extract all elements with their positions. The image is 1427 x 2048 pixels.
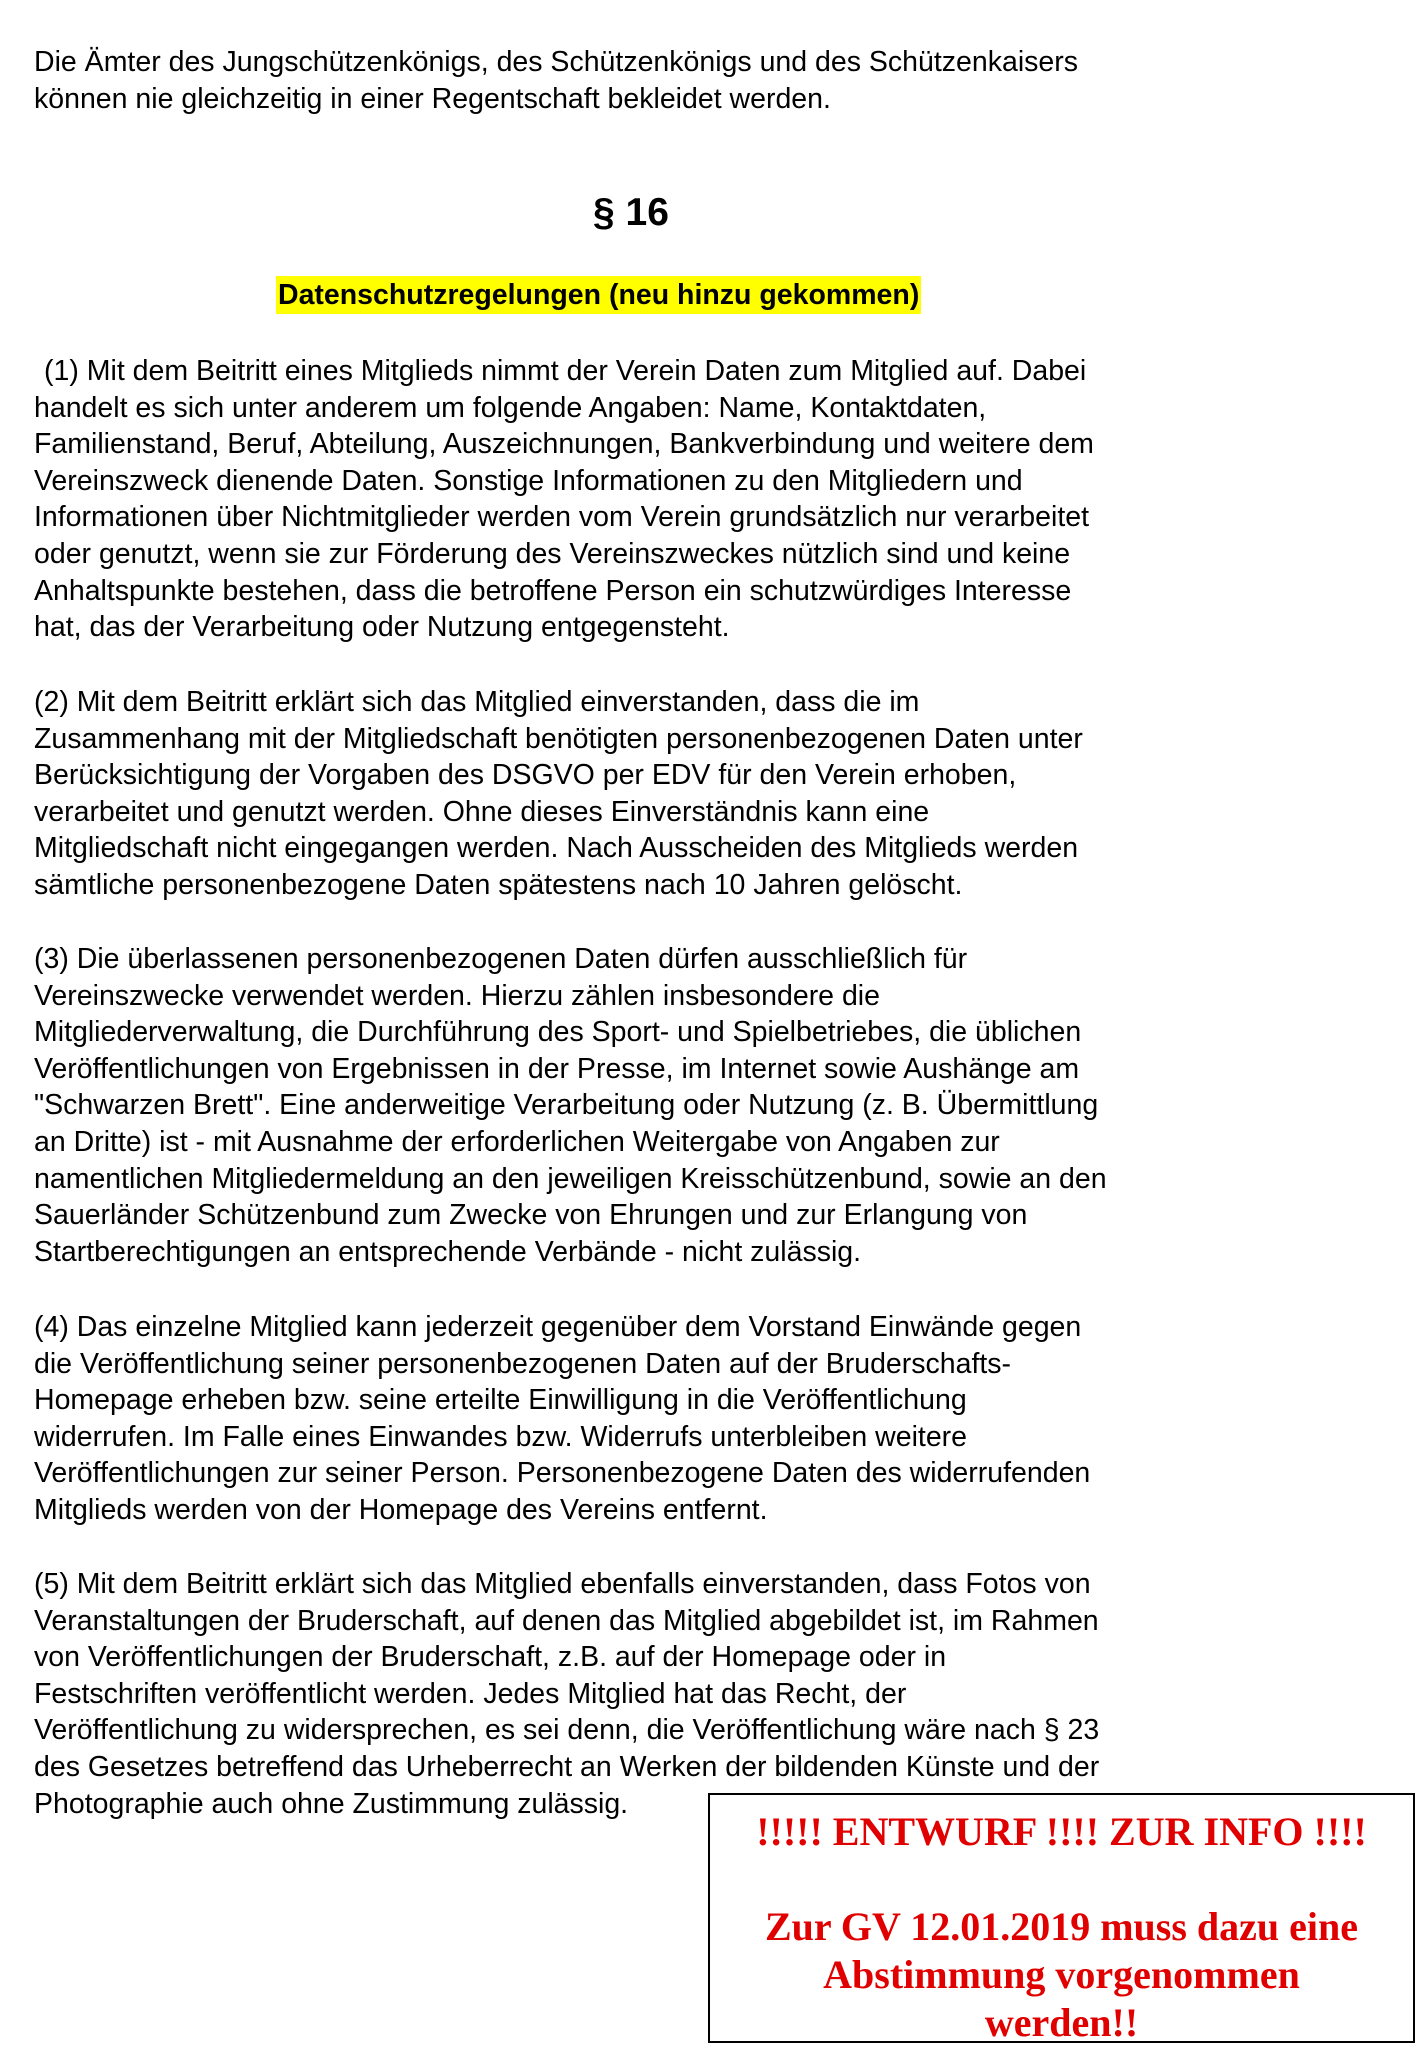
text-line: namentlichen Mitgliedermeldung an den jeweiligen Kreisschützenbund, sowie an den (34, 1162, 1107, 1195)
text-line: Festschriften veröffentlicht werden. Jedes Mitglied hat das Recht, der (34, 1677, 907, 1710)
text-line: Sauerländer Schützenbund zum Zwecke von Ehrungen und zur Erlangung von (34, 1199, 1028, 1232)
text-line: von Veröffentlichungen der Bruderschaft, z.B. auf der Homepage oder in (34, 1641, 947, 1674)
draft-notice-box (708, 1793, 1415, 2043)
text-line: die Veröffentlichung seiner personenbezogenen Daten auf der Bruderschafts- (34, 1347, 1012, 1380)
draft-notice-message (710, 1903, 1413, 2043)
paragraph-3 (34, 941, 1364, 1270)
text-line: Vereinszwecke verwendet werden. Hierzu zählen insbesondere die (34, 979, 880, 1012)
text-line: Photographie auch ohne Zustimmung zulässig. (34, 1787, 629, 1820)
intro-text (34, 44, 1334, 117)
text-line: (5) Mit dem Beitritt erklärt sich das Mitglied ebenfalls einverstanden, dass Fotos von (34, 1568, 1091, 1600)
text-line: Anhaltspunkte bestehen, dass die betroffene Person ein schutzwürdiges Interesse (34, 574, 1072, 607)
text-line: hat, das der Verarbeitung oder Nutzung entgegensteht. (34, 611, 730, 644)
section-heading: Datenschutzregelungen (neu hinzu gekommen) (276, 276, 921, 314)
text-line: handelt es sich unter anderem um folgende Angaben: Name, Kontaktdaten, (34, 391, 987, 424)
text-line: oder genutzt, wenn sie zur Förderung des Vereinszweckes nützlich sind und keine (34, 537, 1071, 570)
text-line: Vereinszweck dienende Daten. Sonstige Informationen zu den Mitgliedern und (34, 464, 1023, 497)
text-line: Berücksichtigung der Vorgaben des DSGVO per EDV für den Verein erhoben, (34, 759, 1017, 792)
text-line: Startberechtigungen an entsprechende Verbände - nicht zulässig. (34, 1235, 862, 1268)
text-line: Veröffentlichungen zur seiner Person. Personenbezogene Daten des widerrufenden (34, 1457, 1091, 1490)
draft-notice-line: Abstimmung vorgenommen (823, 1952, 1300, 1997)
text-line: Veröffentlichung zu widersprechen, es sei denn, die Veröffentlichung wäre nach § 23 (34, 1714, 1100, 1747)
paragraph-5 (34, 1566, 1364, 1822)
text-line: (4) Das einzelne Mitglied kann jederzeit gegenüber dem Vorstand Einwände gegen (34, 1311, 1082, 1343)
section-number: § 16 (593, 191, 669, 234)
text-line: Veranstaltungen der Bruderschaft, auf denen das Mitglied abgebildet ist, im Rahmen (34, 1604, 1099, 1637)
text-line: (2) Mit dem Beitritt erklärt sich das Mitglied einverstanden, dass die im (34, 686, 920, 718)
text-line: Homepage erheben bzw. seine erteilte Einwilligung in die Veröffentlichung (34, 1384, 967, 1417)
paragraph-1 (34, 353, 1364, 646)
paragraph-2 (34, 684, 1364, 904)
text-line: widerrufen. Im Falle eines Einwandes bzw. Widerrufs unterbleiben weitere (34, 1420, 968, 1453)
text-line: Mitglieds werden von der Homepage des Vereins entfernt. (34, 1493, 768, 1526)
text-line: (1) Mit dem Beitritt eines Mitglieds nimmt der Verein Daten zum Mitglied auf. Dabei (44, 355, 1087, 387)
text-line: Zusammenhang mit der Mitgliedschaft benötigten personenbezogenen Daten unter (34, 722, 1083, 755)
text-line: Mitgliedschaft nicht eingegangen werden. Nach Ausscheiden des Mitglieds werden (34, 832, 1079, 865)
draft-notice-line: werden!! (984, 2000, 1139, 2043)
draft-notice-title: !!!!! ENTWURF !!!! ZUR INFO !!!! (756, 1809, 1367, 1854)
text-line: (3) Die überlassenen personenbezogenen Daten dürfen ausschließlich für (34, 943, 968, 975)
text-line: des Gesetzes betreffend das Urheberrecht an Werken der bildenden Künste und der (34, 1750, 1100, 1783)
intro-line: Die Ämter des Jungschützenkönigs, des Schützenkönigs und des Schützenkaisers (34, 46, 1079, 78)
draft-notice-line: Zur GV 12.01.2019 muss dazu eine (764, 1904, 1359, 1949)
intro-line: können nie gleichzeitig in einer Regentschaft bekleidet werden. (34, 82, 831, 115)
text-line: Informationen über Nichtmitglieder werden vom Verein grundsätzlich nur verarbeitet (34, 501, 1090, 534)
text-line: an Dritte) ist - mit Ausnahme der erforderlichen Weitergabe von Angaben zur (34, 1125, 1000, 1158)
text-line: Veröffentlichungen von Ergebnissen in der Presse, im Internet sowie Aushänge am (34, 1052, 1080, 1085)
paragraph-4 (34, 1309, 1364, 1529)
text-line: verarbeitet und genutzt werden. Ohne dieses Einverständnis kann eine (34, 795, 930, 828)
text-line: sämtliche personenbezogene Daten spätestens nach 10 Jahren gelöscht. (34, 868, 963, 901)
text-line: Mitgliederverwaltung, die Durchführung des Sport- und Spielbetriebes, die üblichen (34, 1016, 1082, 1049)
text-line: "Schwarzen Brett". Eine anderweitige Verarbeitung oder Nutzung (z. B. Übermittlung (34, 1089, 1099, 1122)
text-line: Familienstand, Beruf, Abteilung, Auszeichnungen, Bankverbindung und weitere dem (34, 428, 1094, 461)
